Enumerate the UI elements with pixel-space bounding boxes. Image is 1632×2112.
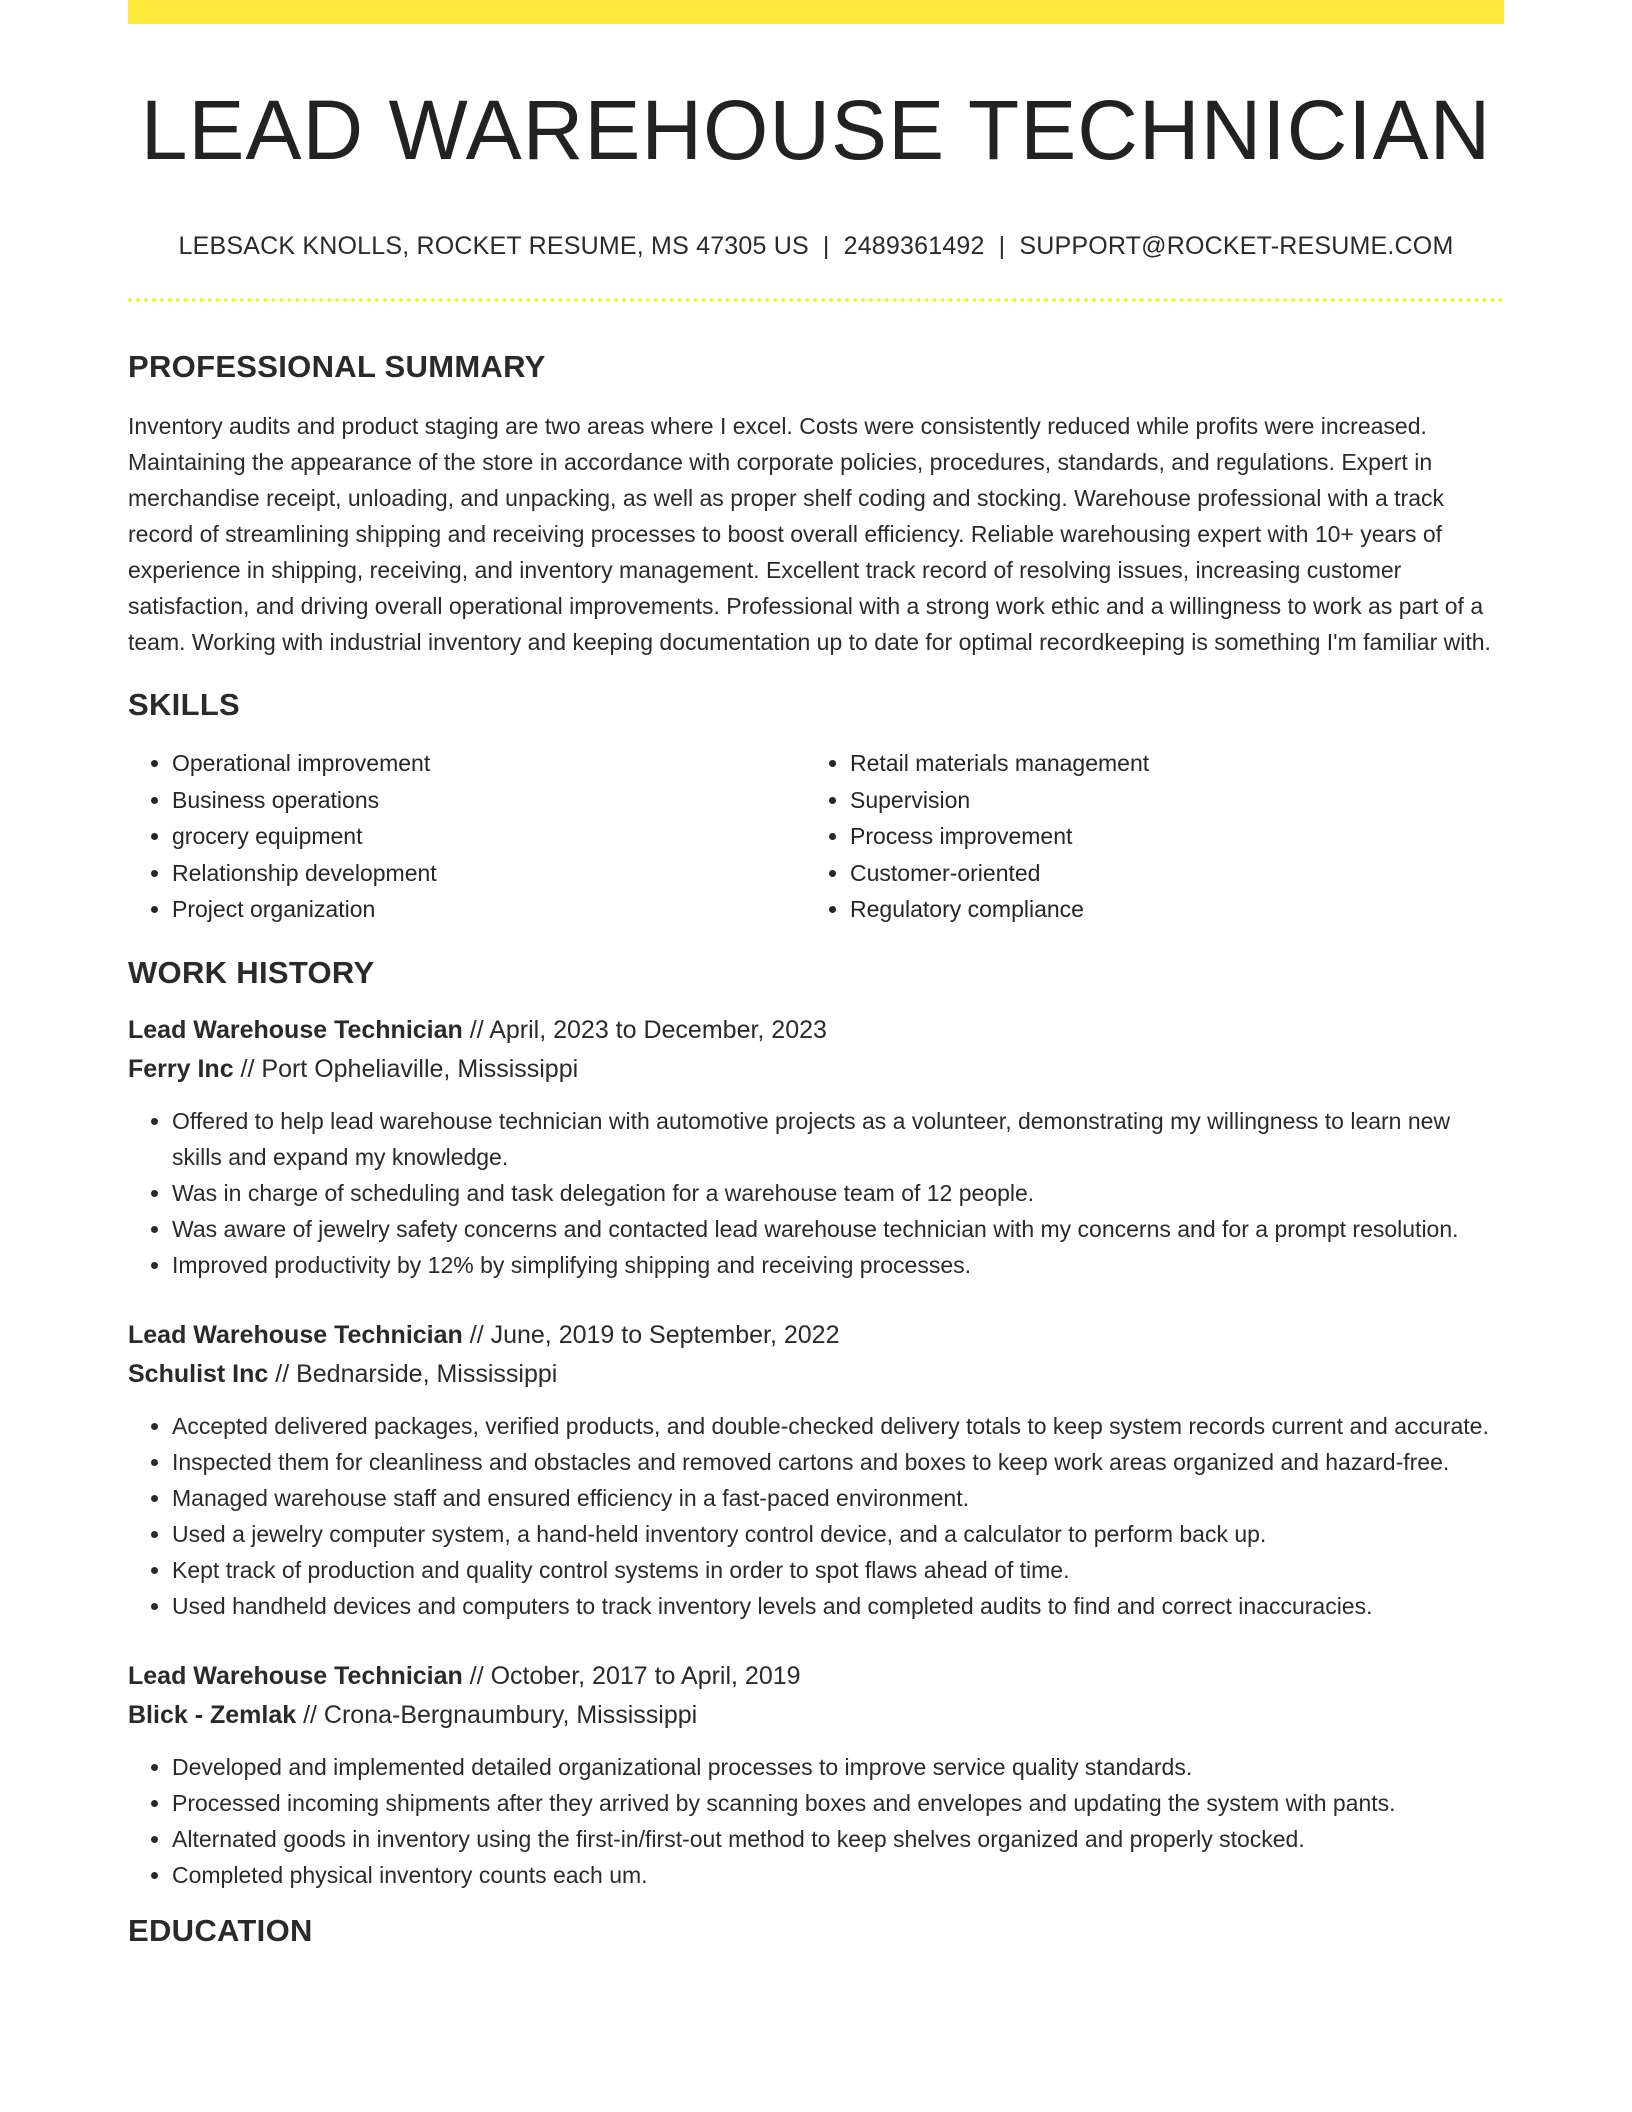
skill-item: • Customer-oriented [850,855,1484,892]
job-role-line [128,1011,1504,1050]
skill-item: • Project organization [172,891,806,928]
job-bullet: • Was aware of jewelry safety concerns and contacted lead warehouse technician with my concerns and for a prompt resolution. [172,1211,1504,1247]
job-company: Ferry Inc [128,1054,234,1083]
job-dates: // June, 2019 to September, 2022 [462,1320,840,1349]
job-bullet: • Managed warehouse staff and ensured efficiency in a fast-paced environment. [172,1480,1504,1516]
job-dates: // October, 2017 to April, 2019 [462,1661,801,1690]
job-location: // Bednarside, Mississippi [268,1359,558,1388]
resume-page [128,0,1504,1949]
skill-item: • Regulatory compliance [850,891,1484,928]
job-bullets [128,1103,1504,1283]
job-role: Lead Warehouse Technician [128,1015,463,1044]
skill-item: • Operational improvement [172,745,806,782]
job-location: // Crona-Bergnaumbury, Mississippi [296,1700,698,1729]
job-company-line [128,1355,1504,1394]
job-bullet: • Inspected them for cleanliness and obstacles and removed cartons and boxes to keep work areas organized and hazard-free. [172,1444,1504,1480]
job-bullet: • Improved productivity by 12% by simplifying shipping and receiving processes. [172,1247,1504,1283]
job-entry [128,1657,1504,1893]
job-company-line [128,1050,1504,1089]
skills-column-right [806,745,1484,928]
job-company: Blick - Zemlak [128,1700,297,1729]
contact-address: LEBSACK KNOLLS, ROCKET RESUME, MS 47305 US [178,232,809,260]
job-role: Lead Warehouse Technician [128,1320,463,1349]
summary-heading: PROFESSIONAL SUMMARY [128,349,546,384]
accent-bar [128,0,1504,24]
skill-item: • Supervision [850,782,1484,819]
job-bullet: • Accepted delivered packages, verified products, and double-checked delivery totals to keep system records current and accurate. [172,1408,1504,1444]
education-heading: EDUCATION [128,1912,313,1948]
job-entry [128,1011,1504,1283]
job-role: Lead Warehouse Technician [128,1661,463,1690]
job-bullet: • Completed physical inventory counts each um. [172,1857,1504,1893]
job-bullet: • Alternated goods in inventory using the first-in/first-out method to keep shelves organized and properly stocked. [172,1821,1504,1857]
skills-heading: SKILLS [128,687,241,722]
job-bullet: • Offered to help lead warehouse technician with automotive projects as a volunteer, demonstrating my willingness to learn new skills and expand my knowledge. [172,1103,1504,1175]
skills-column-left [128,745,806,928]
skills-list [128,745,1504,928]
job-company: Schulist Inc [128,1359,269,1388]
job-bullet: • Was in charge of scheduling and task delegation for a warehouse team of 12 people. [172,1175,1504,1211]
job-bullet: • Developed and implemented detailed organizational processes to improve service quality standards. [172,1749,1504,1785]
skill-item: • Process improvement [850,818,1484,855]
contact-line [128,231,1504,261]
contact-email: SUPPORT@ROCKET-RESUME.COM [1019,232,1454,260]
job-dates: // April, 2023 to December, 2023 [462,1015,827,1044]
job-bullets [128,1749,1504,1893]
job-role-line [128,1657,1504,1696]
summary-text: Inventory audits and product staging are two areas where I excel. Costs were consistently reduced while profits were increased. Maintaining the appearance of the store in accordance with corporate policies, procedures, standards, and regulations. Expert in merchandise receipt, unloading, and unpacking, as well as proper shelf coding and stocking. Warehouse professional with a track record of streamlining shipping and receiving processes to boost overall efficiency. Reliable warehousing expert with 10+ years of experience in shipping, receiving, and inventory management. Excellent track record of resolving issues, increasing customer satisfaction, and driving overall operational improvements. Professional with a strong work ethic and a willingness to work as part of a team. Working with industrial inventory and keeping documentation up to date for optimal recordkeeping is something I'm familiar with. [128,413,1491,655]
contact-separator: | [998,232,1006,260]
skill-item: • Business operations [172,782,806,819]
job-location: // Port Opheliaville, Mississippi [233,1054,579,1083]
skill-item: • Relationship development [172,855,806,892]
contact-separator: | [822,232,830,260]
dotted-divider [128,298,1504,302]
job-bullet: • Used a jewelry computer system, a hand-held inventory control device, and a calculator to perform back up. [172,1516,1504,1552]
job-bullet: • Kept track of production and quality control systems in order to spot flaws ahead of time. [172,1552,1504,1588]
job-company-line [128,1696,1504,1735]
skill-item: • grocery equipment [172,818,806,855]
contact-phone: 2489361492 [843,232,985,260]
job-role-line [128,1316,1504,1355]
job-bullet: • Used handheld devices and computers to track inventory levels and completed audits to find and correct inaccuracies. [172,1588,1504,1624]
job-entry [128,1316,1504,1624]
job-bullets [128,1408,1504,1624]
resume-title: LEAD WAREHOUSE TECHNICIAN [140,83,1492,177]
skill-item: • Retail materials management [850,745,1484,782]
work-history-heading: WORK HISTORY [128,954,375,990]
job-bullet: • Processed incoming shipments after they arrived by scanning boxes and envelopes and updating the system with pants. [172,1785,1504,1821]
